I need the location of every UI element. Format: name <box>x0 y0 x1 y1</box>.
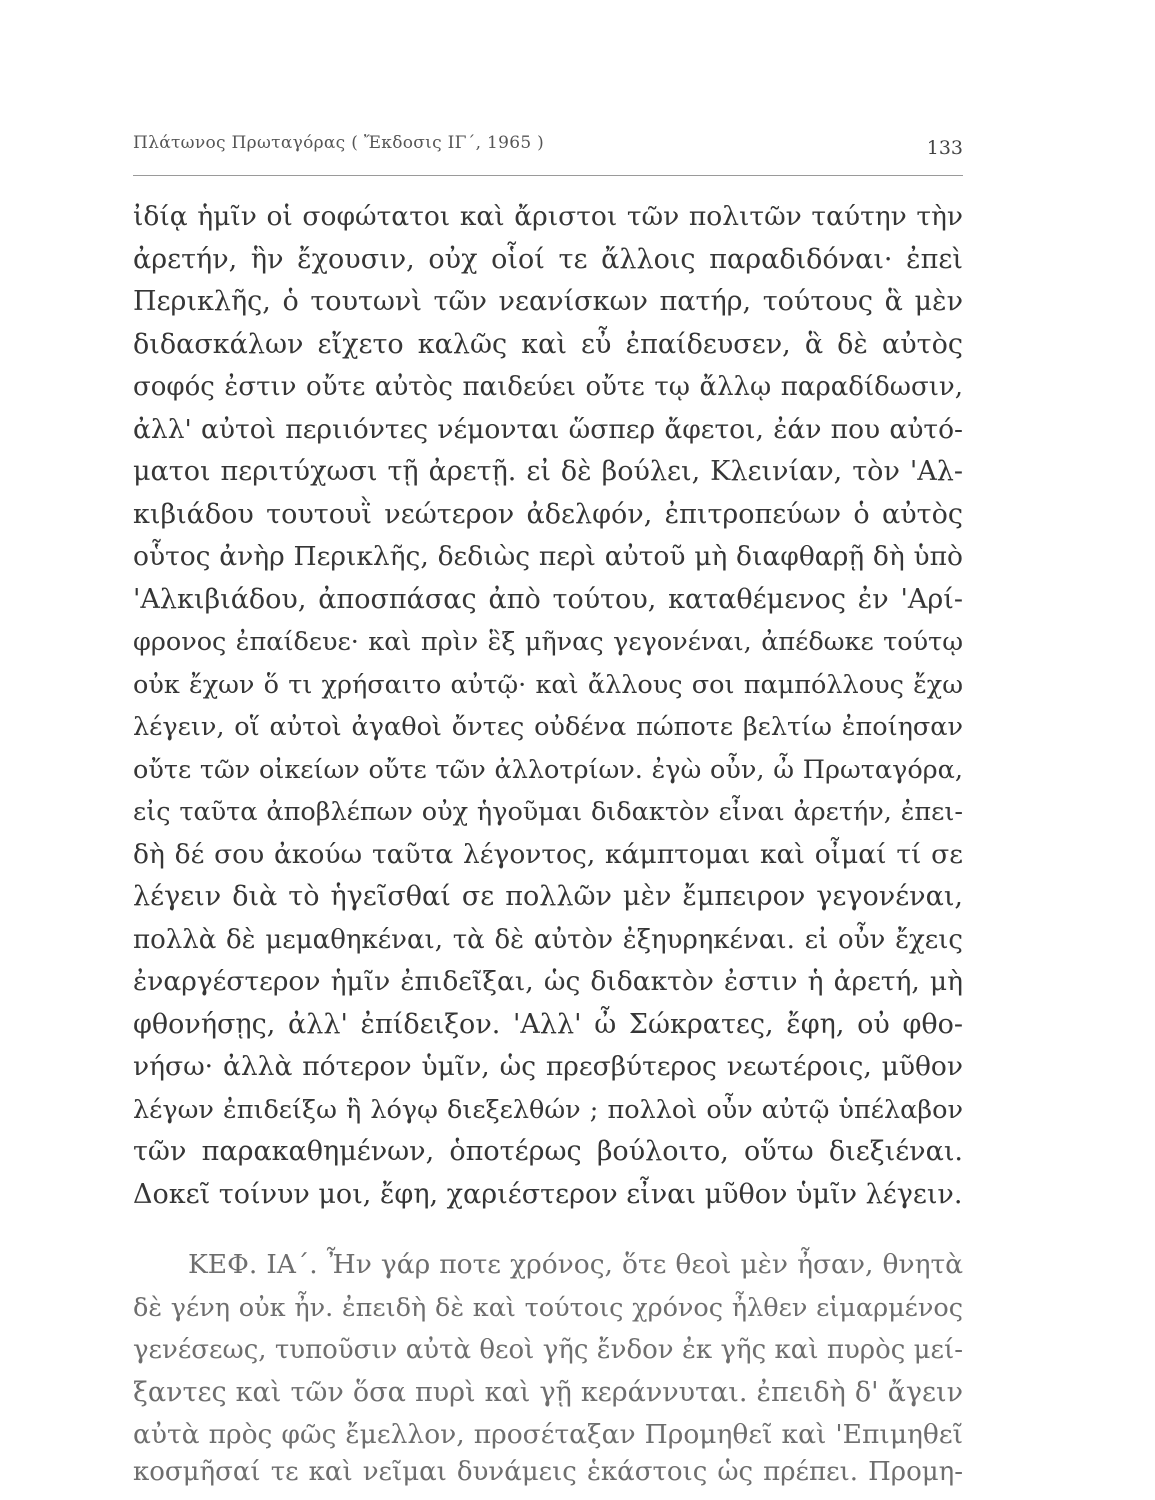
running-title: Πλάτωνος Πρωταγόρας ( Ἔκδοσις ΙΓ΄, 1965 ) <box>133 133 545 153</box>
page-header <box>133 133 963 173</box>
text-line: ἰδίᾳ ἡμῖν οἱ σοφώτατοι καὶ ἄριστοι τῶν πολιτῶν ταύτην τὴν <box>133 201 963 232</box>
text-line: τῶν παρακαθημένων, ὁποτέρως βούλοιτο, οὕτω διεξιέναι. <box>133 1136 963 1167</box>
text-line: οὔτε τῶν οἰκείων οὔτε τῶν ἀλλοτρίων. ἐγὼ οὖν, ὦ Πρωταγόρα, <box>133 755 963 785</box>
page-number: 133 <box>926 137 963 159</box>
text-line: ἀρετήν, ἣν ἔχουσιν, οὐχ οἷοί τε ἄλλοις παραδιδόναι· ἐπεὶ <box>133 244 963 275</box>
text-line: νήσω· ἀλλὰ πότερον ὑμῖν, ὡς πρεσβύτερος νεωτέροις, μῦθον <box>133 1051 963 1082</box>
text-line: Περικλῆς, ὁ τουτωνὶ τῶν νεανίσκων πατήρ, τούτους ἃ μὲν <box>133 286 963 317</box>
text-line: λέγειν, οἵ αὐτοὶ ἀγαθοὶ ὄντες οὐδένα πώποτε βελτίω ἐποίησαν <box>133 712 963 742</box>
text-line: φθονήσῃς, ἀλλ' ἐπίδειξον. 'Αλλ' ὦ Σώκρατες, ἔφη, οὐ φθο- <box>133 1009 963 1040</box>
text-line: σοφός ἐστιν οὔτε αὐτὸς παιδεύει οὔτε τῳ ἄλλῳ παραδίδωσιν, <box>133 372 963 402</box>
text-line: διδασκάλων εἴχετο καλῶς καὶ εὖ ἐπαίδευσεν, ἃ δὲ αὐτὸς <box>133 329 963 360</box>
text-line: γενέσεως, τυποῦσιν αὐτὰ θεοὶ γῆς ἔνδον ἐκ γῆς καὶ πυρὸς μεί- <box>133 1335 963 1365</box>
text-line: κοσμῆσαί τε καὶ νεῖμαι δυνάμεις ἑκάστοις ὡς πρέπει. Προμη- <box>133 1457 963 1487</box>
text-line: λέγων ἐπιδείξω ἢ λόγῳ διεξελθών ; πολλοὶ οὖν αὐτῷ ὑπέλαβον <box>133 1095 963 1125</box>
text-line: δὲ γένη οὐκ ἦν. ἐπειδὴ δὲ καὶ τούτοις χρόνος ἦλθεν εἱμαρμένος <box>133 1293 963 1323</box>
text-line: Δοκεῖ τοίνυν μοι, ἔφη, χαριέστερον εἶναι μῦθον ὑμῖν λέγειν. <box>133 1179 963 1210</box>
text-line: λέγειν διὰ τὸ ἡγεῖσθαί σε πολλῶν μὲν ἔμπειρον γεγονέναι, <box>133 881 963 912</box>
text-line: 'Αλκιβιάδου, ἀποσπάσας ἀπὸ τούτου, καταθέμενος ἐν 'Αρί- <box>133 584 963 615</box>
text-line: ἐναργέστερον ἡμῖν ἐπιδεῖξαι, ὡς διδακτὸν ἐστιν ἡ ἀρετή, μὴ <box>133 966 963 997</box>
text-line: αὐτὰ πρὸς φῶς ἔμελλον, προσέταξαν Προμηθεῖ καὶ 'Επιμηθεῖ <box>133 1419 963 1450</box>
text-line: πολλὰ δὲ μεμαθηκέναι, τὰ δὲ αὐτὸν ἐξηυρηκέναι. εἰ οὖν ἔχεις <box>133 925 963 955</box>
text-line: ἀλλ' αὐτοὶ περιιόντες νέμονται ὥσπερ ἄφετοι, ἐάν που αὐτό- <box>133 414 963 445</box>
text-line: ξαντες καὶ τῶν ὅσα πυρὶ καὶ γῇ κεράννυται. ἐπειδὴ δ' ἄγειν <box>133 1377 963 1408</box>
text-line: εἰς ταῦτα ἀποβλέπων οὐχ ἡγοῦμαι διδακτὸν εἶναι ἀρετήν, ἐπει- <box>133 797 963 827</box>
text-line: ματοι περιτύχωσι τῇ ἀρετῇ. εἰ δὲ βούλει, Κλεινίαν, τὸν 'Αλ- <box>133 456 963 487</box>
header-rule <box>133 175 963 176</box>
chapter-heading-line: ΚΕΦ. ΙΑ΄. Ἦν γάρ ποτε χρόνος, ὅτε θεοὶ μὲν ἦσαν, θνητὰ <box>188 1249 963 1280</box>
text-line: κιβιάδου τουτουῒ νεώτερον ἀδελφόν, ἐπιτροπεύων ὁ αὐτὸς <box>133 499 963 530</box>
text-line: φρονος ἐπαίδευε· καὶ πρὶν ἓξ μῆνας γεγονέναι, ἀπέδωκε τούτῳ <box>133 627 963 657</box>
text-line: δὴ δέ σου ἀκούω ταῦτα λέγοντος, κάμπτομαι καὶ οἶμαί τί σε <box>133 839 963 870</box>
text-line: οὗτος ἀνὴρ Περικλῆς, δεδιὼς περὶ αὐτοῦ μὴ διαφθαρῇ δὴ ὑπὸ <box>133 541 963 572</box>
text-line: οὐκ ἔχων ὅ τι χρήσαιτο αὐτῷ· καὶ ἄλλους σοι παμπόλλους ἔχω <box>133 670 963 700</box>
